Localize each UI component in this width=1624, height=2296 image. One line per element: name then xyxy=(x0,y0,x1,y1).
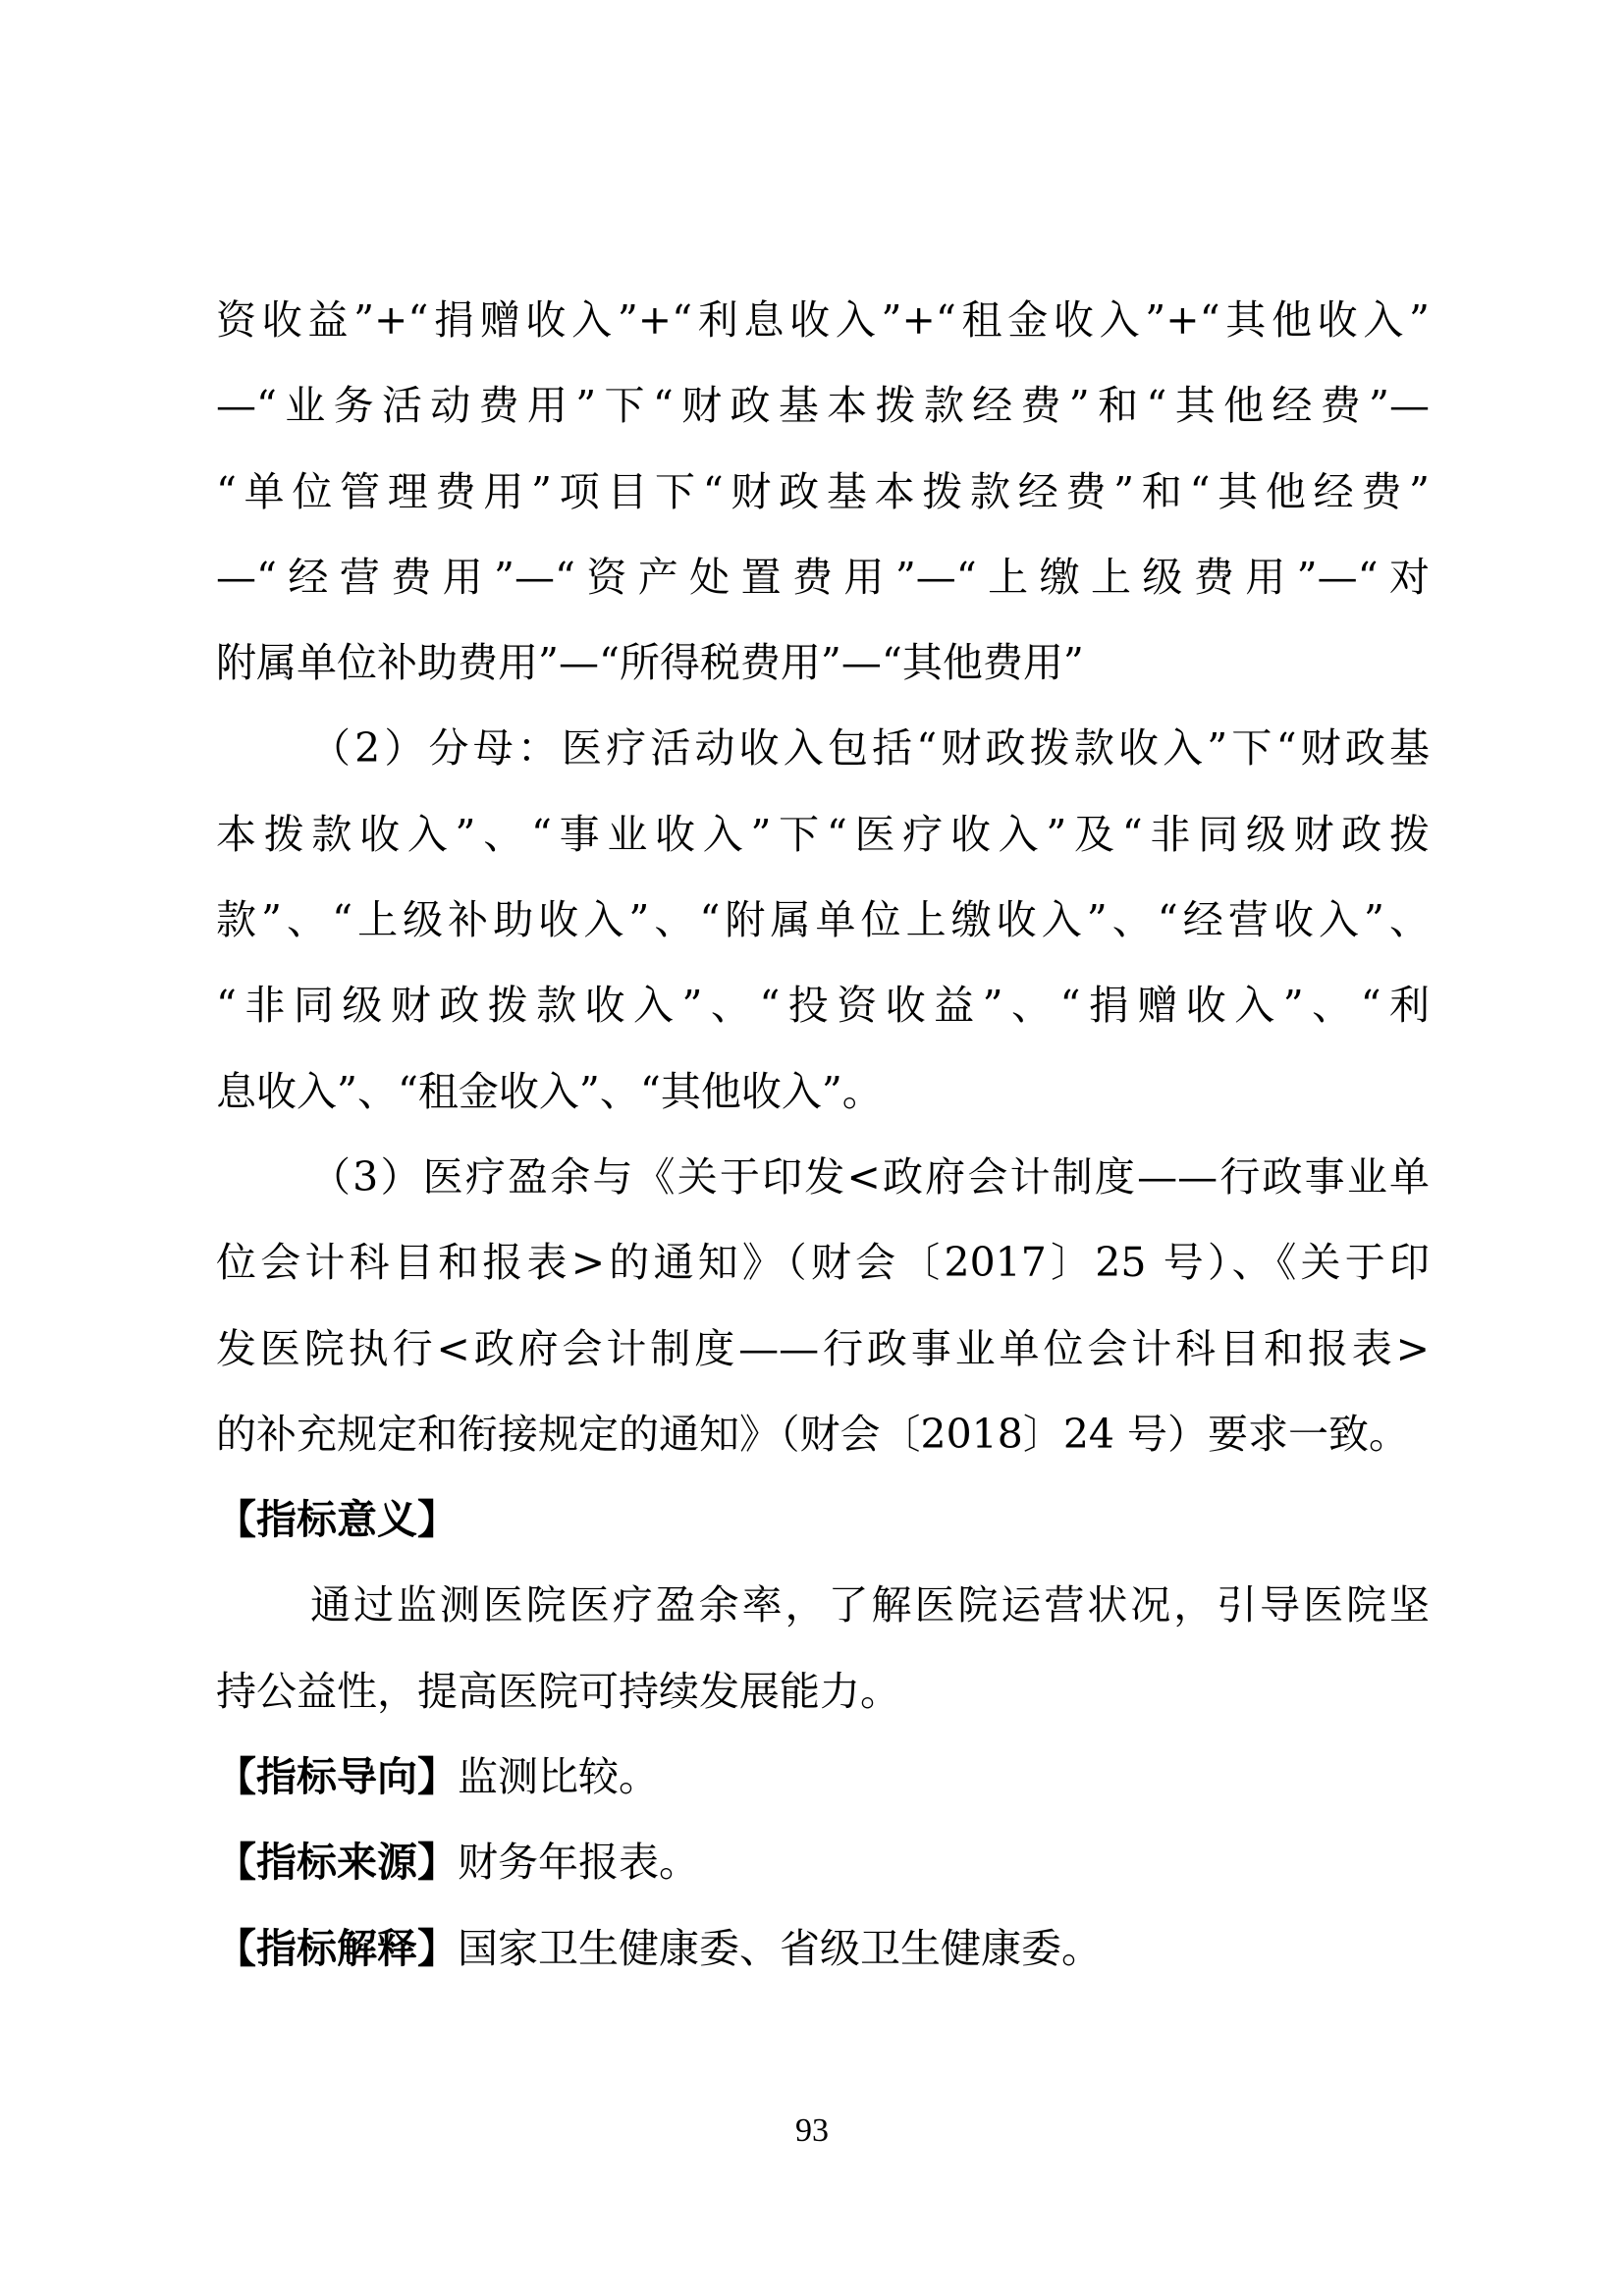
indicator-source-row xyxy=(216,1820,1430,1905)
paragraph-line: 款”、“上级补助收入”、“附属单位上缴收入”、“经营收入”、 xyxy=(216,896,1430,944)
paragraph-line: —“经营费用”—“资产处置费用”—“上缴上级费用”—“对 xyxy=(216,553,1430,601)
indicator-orientation-value: 监测比较。 xyxy=(458,1753,659,1801)
paragraph-line: 本拨款收入”、“事业收入”下“医疗收入”及“非同级财政拨 xyxy=(216,810,1430,858)
indicator-orientation-label: 【指标导向】 xyxy=(216,1753,458,1801)
paragraph-line: 位会计科目和报表>的通知》（财会〔2017〕25 号）、《关于印 xyxy=(216,1239,1430,1287)
paragraph-line: （3）医疗盈余与《关于印发<政府会计制度——行政事业单 xyxy=(310,1152,1430,1201)
paragraph-line: 附属单位补助费用”—“所得税费用”—“其他费用” xyxy=(216,639,1084,687)
page-number: 93 xyxy=(795,2112,829,2149)
indicator-orientation-row xyxy=(216,1735,1430,1820)
paragraph-line: 发医院执行<政府会计制度——行政事业单位会计科目和报表> xyxy=(216,1324,1430,1372)
indicator-source-label: 【指标来源】 xyxy=(216,1839,458,1887)
indicator-meaning-heading: 【指标意义】 xyxy=(216,1496,458,1544)
indicator-meaning-section xyxy=(216,1477,1430,1735)
paragraph-line: （2）分母：医疗活动收入包括“财政拨款收入”下“财政基 xyxy=(310,724,1430,773)
paragraph-line: “单位管理费用”项目下“财政基本拨款经费”和“其他经费” xyxy=(216,467,1430,515)
paragraph-line: —“业务活动费用”下“财政基本拨款经费”和“其他经费”— xyxy=(216,382,1430,430)
paragraph-line: 息收入”、“租金收入”、“其他收入”。 xyxy=(216,1067,883,1115)
formula-continuation-paragraph xyxy=(216,278,1430,706)
paragraph-line: 持公益性，提高医院可持续发展能力。 xyxy=(216,1667,900,1715)
body-text xyxy=(216,278,1430,1992)
indicator-interpretation-label: 【指标解释】 xyxy=(216,1924,458,1972)
denominator-paragraph xyxy=(216,706,1430,1134)
medical-surplus-note-paragraph xyxy=(216,1135,1430,1477)
indicator-source-value: 财务年报表。 xyxy=(458,1839,699,1887)
paragraph-line: 的补充规定和衔接规定的通知》（财会〔2018〕24 号）要求一致。 xyxy=(216,1410,1410,1458)
paragraph-line: “非同级财政拨款收入”、“投资收益”、“捐赠收入”、“利 xyxy=(216,982,1430,1030)
indicator-interpretation-row xyxy=(216,1906,1430,1992)
paragraph-line: 资收益”+“捐赠收入”+“利息收入”+“租金收入”+“其他收入” xyxy=(216,296,1430,344)
paragraph-line: 通过监测医院医疗盈余率，了解医院运营状况，引导医院坚 xyxy=(310,1581,1430,1629)
indicator-interpretation-value: 国家卫生健康委、省级卫生健康委。 xyxy=(458,1924,1102,1972)
